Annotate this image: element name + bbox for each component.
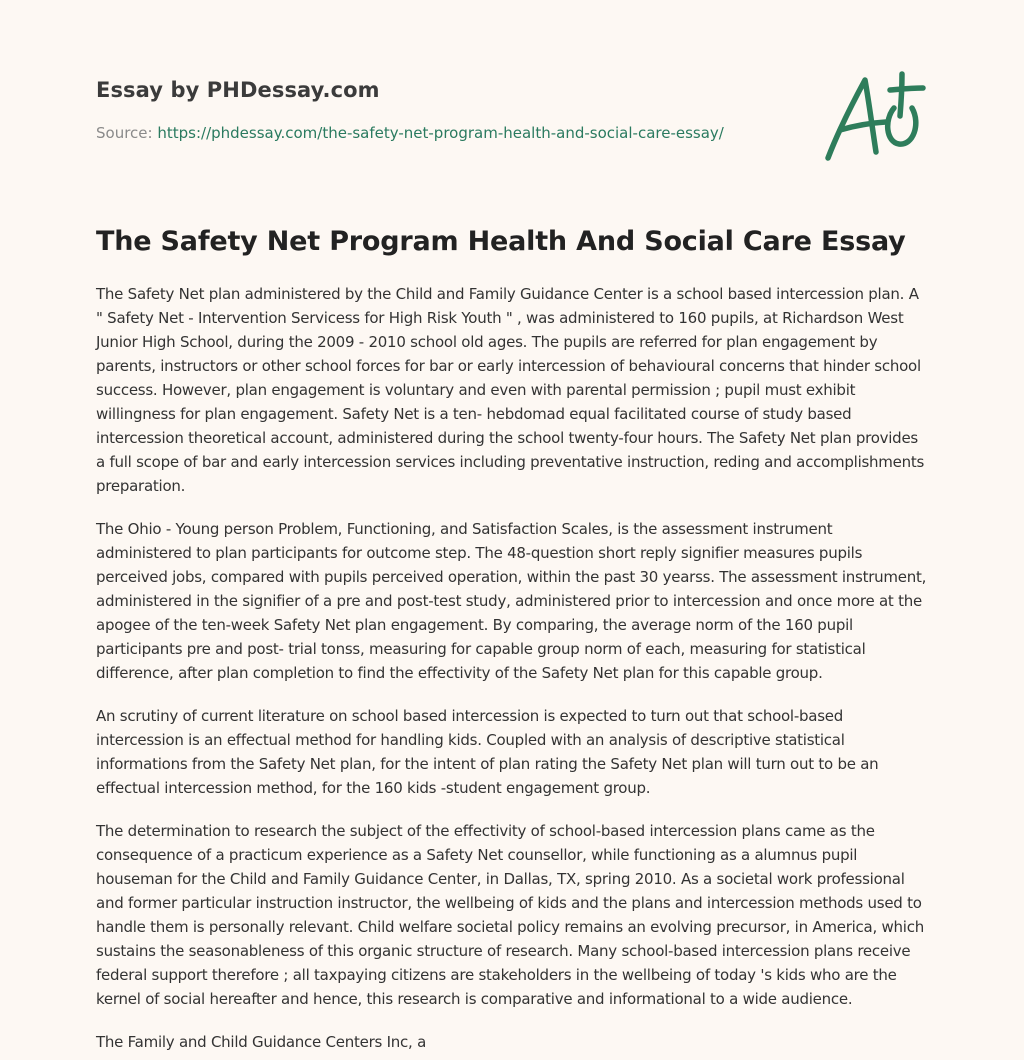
source-line — [96, 124, 724, 142]
essay-paragraph-4: The determination to research the subject of the effectivity of school-based intercession plans came as the consequence of a practicum experience as a Safety Net counsellor, while functioning as a alumnus pupil houseman for the Child and Family Guidance Center, in Dallas, TX, spring 2010. As a societal work professional and former particular instruction instructor, the wellbeing of kids and the plans and intercession methods used to handle them is personally relevant. Child welfare societal policy remains an evolving precursor, in America, which sustains the seasonableness of this organic structure of research. Many school-based intercession plans receive federal support therefore ; all taxpaying citizens are stakeholders in the wellbeing of today 's kids who are the kernel of social hereafter and hence, this research is comparative and informational to a wide audience. — [96, 822, 924, 1008]
essay-body — [96, 282, 928, 1060]
source-label: Source: — [96, 124, 153, 142]
essay-paragraph-1: The Safety Net plan administered by the Child and Family Guidance Center is a school based intercession plan. A " Safety Net - Intervention Servicess for High Risk Youth " , was administered to 160 pupils, at Richardson West Junior High School, during the 2009 - 2010 school old ages. The pupils are referred for plan engagement by parents, instructors or other school forces for bar or early intercession of behavioural concerns that hinder school success. However, plan engagement is voluntary and even with parental permission ; pupil must exhibit willingness for plan engagement. Safety Net is a ten- hebdomad equal facilitated course of study based intercession theoretical account, administered during the school twenty-four hours. The Safety Net plan provides a full scope of bar and early intercession services including preventative instruction, reding and accomplishments preparation. — [96, 285, 925, 495]
essay-paragraph-3: An scrutiny of current literature on school based intercession is expected to turn out that school-based intercession is an effectual method for handling kids. Coupled with an analysis of descriptive statistical informations from the Safety Net plan, for the intent of plan rating the Safety Net plan will turn out to be an effectual intercession method, for the 160 kids -student engagement group. — [96, 707, 879, 797]
a-plus-logo — [822, 68, 928, 164]
site-brand: Essay by PHDessay.com — [96, 78, 380, 102]
essay-title: The Safety Net Program Health And Social Care Essay — [96, 226, 906, 257]
essay-paragraph-5: The Family and Child Guidance Centers Inc, a — [96, 1033, 427, 1051]
source-link[interactable]: https://phdessay.com/the-safety-net-program-health-and-social-care-essay/ — [157, 124, 724, 142]
essay-paragraph-2: The Ohio - Young person Problem, Functioning, and Satisfaction Scales, is the assessment instrument administered to plan participants for outcome step. The 48-question short reply signifier measures pupils perceived jobs, compared with pupils perceived operation, within the past 30 yearss. The assessment instrument, administered in the signifier of a pre and post-test study, administered prior to intercession and once more at the apogee of the ten-week Safety Net plan engagement. By comparing, the average norm of the 160 pupil participants pre and post- trial tonss, measuring for capable group norm of each, measuring for statistical difference, after plan completion to find the effectivity of the Safety Net plan for this capable group. — [96, 520, 927, 682]
